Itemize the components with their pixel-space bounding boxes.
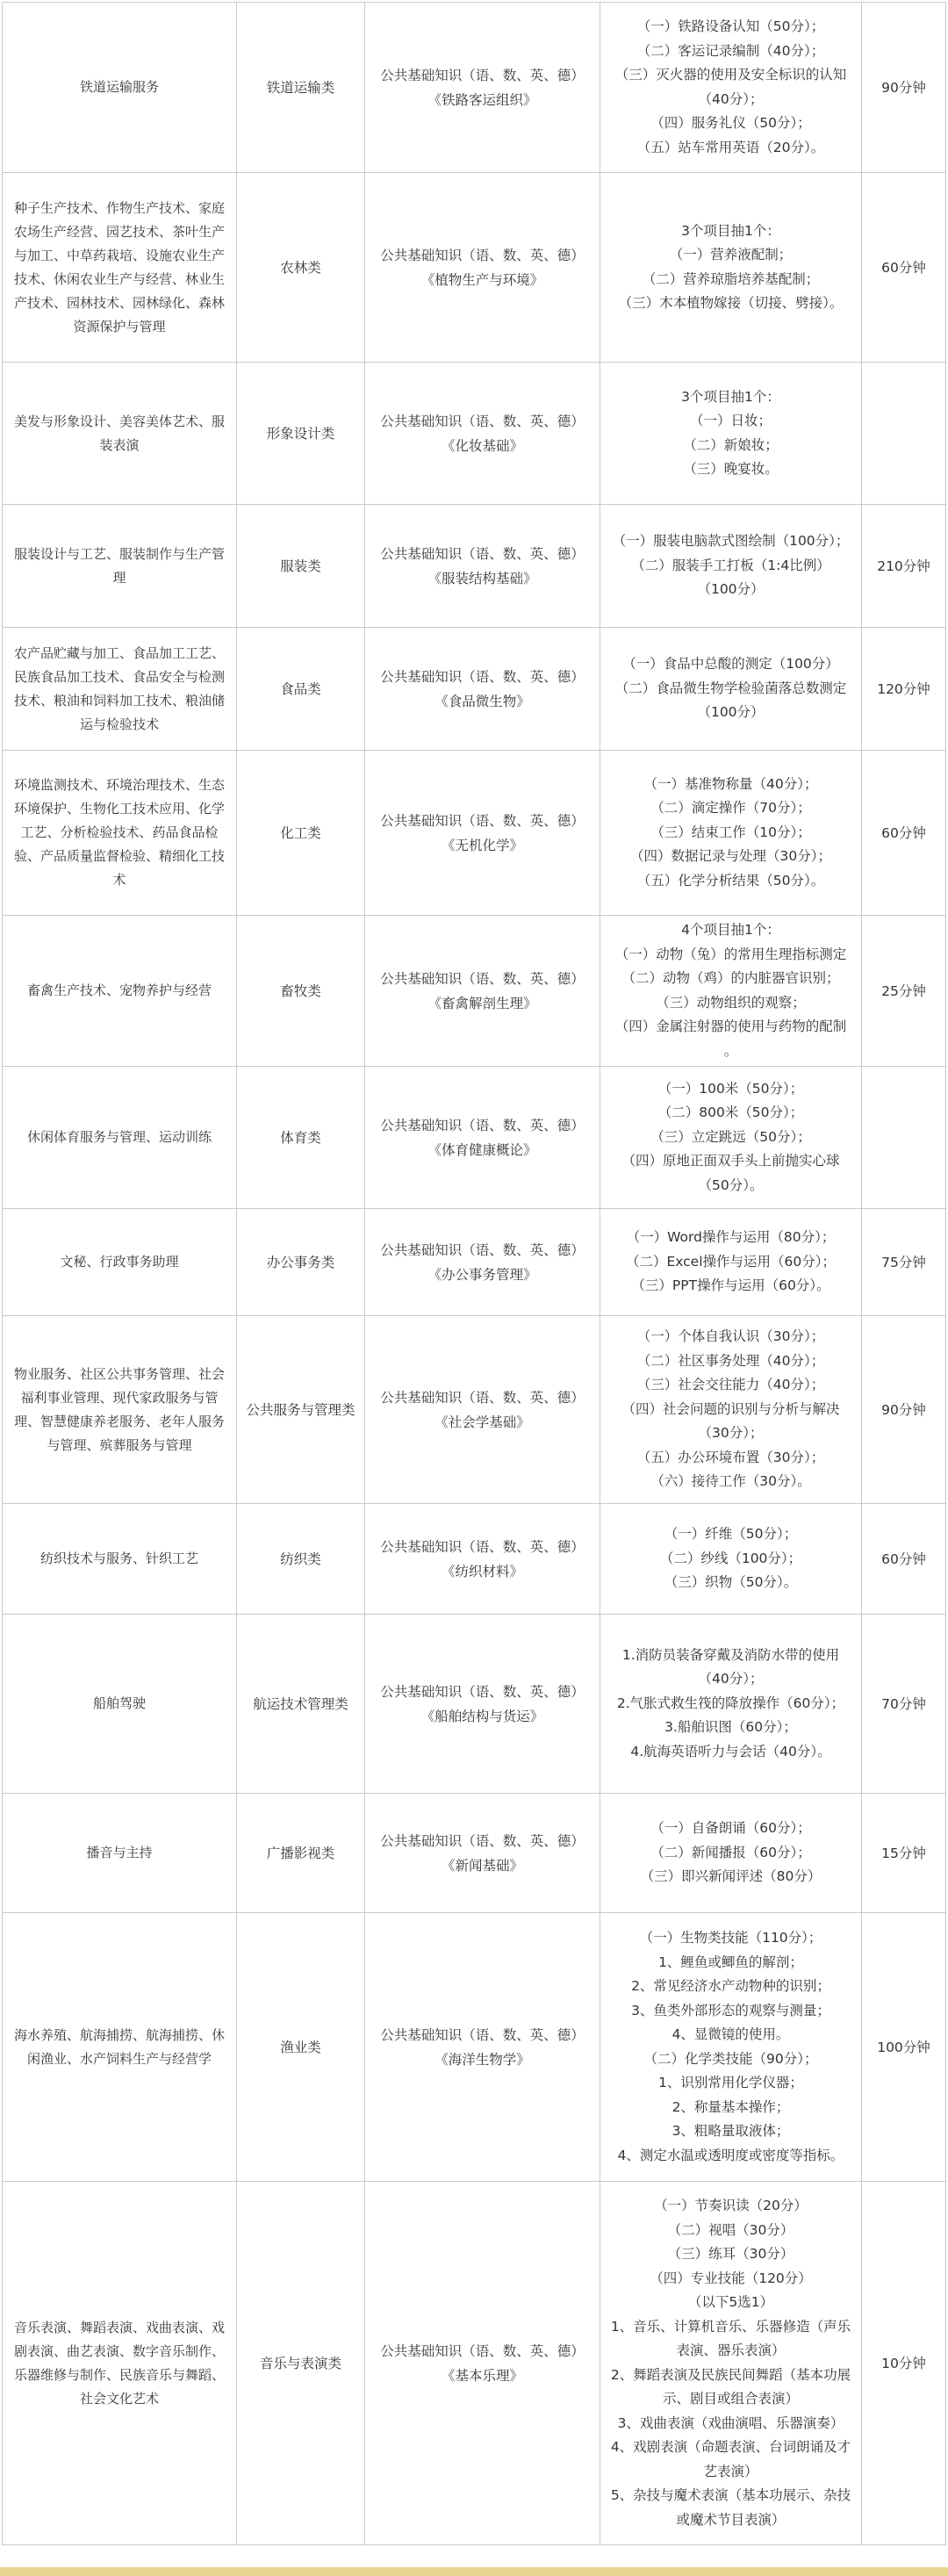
category-cell: 化工类 bbox=[237, 751, 365, 916]
skills-cell: （一）自备朗诵（60分）； （二）新闻播报（60分）； （三）即兴新闻评述（80分） bbox=[600, 1794, 862, 1913]
skills-cell: （一）Word操作与运用（80分）； （二）Excel操作与运用（60分）； （三）PPT操作与运用（60分）。 bbox=[600, 1209, 862, 1316]
duration-cell: 75分钟 bbox=[862, 1209, 946, 1316]
duration-cell: 90分钟 bbox=[862, 3, 946, 173]
duration-cell: 60分钟 bbox=[862, 751, 946, 916]
table-row bbox=[3, 3, 946, 173]
theory-cell: 公共基础知识（语、数、英、德） 《化妆基础》 bbox=[365, 363, 600, 505]
skills-cell: 3个项目抽1个： （一）日妆； （二）新娘妆； （三）晚宴妆。 bbox=[600, 363, 862, 505]
theory-cell: 公共基础知识（语、数、英、德） 《食品微生物》 bbox=[365, 628, 600, 751]
table-row bbox=[3, 505, 946, 628]
majors-cell: 船舶驾驶 bbox=[3, 1615, 237, 1794]
category-cell: 渔业类 bbox=[237, 1913, 365, 2182]
table-row bbox=[3, 1504, 946, 1615]
majors-cell: 铁道运输服务 bbox=[3, 3, 237, 173]
duration-cell bbox=[862, 363, 946, 505]
skills-cell: （一）服装电脑款式图绘制（100分）； （二）服装手工打板（1:4比例） （100分） bbox=[600, 505, 862, 628]
skills-cell: （一）纤维（50分）； （二）纱线（100分）； （三）织物（50分）。 bbox=[600, 1504, 862, 1615]
majors-cell: 纺织技术与服务、针织工艺 bbox=[3, 1504, 237, 1615]
skills-cell: 4个项目抽1个： （一）动物（兔）的常用生理指标测定 （二）动物（鸡）的内脏器官识别； （三）动物组织的观察； （四）金属注射器的使用与药物的配制 。 bbox=[600, 916, 862, 1067]
category-cell: 办公事务类 bbox=[237, 1209, 365, 1316]
theory-cell: 公共基础知识（语、数、英、德） 《体育健康概论》 bbox=[365, 1067, 600, 1209]
duration-cell: 70分钟 bbox=[862, 1615, 946, 1794]
category-cell: 食品类 bbox=[237, 628, 365, 751]
category-cell: 航运技术管理类 bbox=[237, 1615, 365, 1794]
theory-cell: 公共基础知识（语、数、英、德） 《无机化学》 bbox=[365, 751, 600, 916]
majors-cell: 美发与形象设计、美容美体艺术、服装表演 bbox=[3, 363, 237, 505]
majors-cell: 农产品贮藏与加工、食品加工工艺、民族食品加工技术、食品安全与检测技术、粮油和饲料加工技术、粮油储运与检验技术 bbox=[3, 628, 237, 751]
majors-cell: 物业服务、社区公共事务管理、社会福利事业管理、现代家政服务与管理、智慧健康养老服务、老年人服务与管理、殡葬服务与管理 bbox=[3, 1316, 237, 1504]
majors-cell: 休闲体育服务与管理、运动训练 bbox=[3, 1067, 237, 1209]
category-cell: 广播影视类 bbox=[237, 1794, 365, 1913]
theory-cell: 公共基础知识（语、数、英、德） 《畜禽解剖生理》 bbox=[365, 916, 600, 1067]
category-cell: 公共服务与管理类 bbox=[237, 1316, 365, 1504]
theory-cell: 公共基础知识（语、数、英、德） 《植物生产与环境》 bbox=[365, 173, 600, 363]
theory-cell: 公共基础知识（语、数、英、德） 《纺织材料》 bbox=[365, 1504, 600, 1615]
majors-cell: 种子生产技术、作物生产技术、家庭农场生产经营、园艺技术、茶叶生产与加工、中草药栽培、设施农业生产技术、休闲农业生产与经营、林业生产技术、园林技术、园林绿化、森林资源保护与管理 bbox=[3, 173, 237, 363]
theory-cell: 公共基础知识（语、数、英、德） 《新闻基础》 bbox=[365, 1794, 600, 1913]
majors-cell: 环境监测技术、环境治理技术、生态环境保护、生物化工技术应用、化学工艺、分析检验技术、药品食品检验、产品质量监督检验、精细化工技术 bbox=[3, 751, 237, 916]
skills-cell: （一）100米（50分）； （二）800米（50分）； （三）立定跳远（50分）； （四）原地正面双手头上前抛实心球 （50分）。 bbox=[600, 1067, 862, 1209]
duration-cell: 100分钟 bbox=[862, 1913, 946, 2182]
table-row bbox=[3, 916, 946, 1067]
majors-cell: 畜禽生产技术、宠物养护与经营 bbox=[3, 916, 237, 1067]
majors-cell: 音乐表演、舞蹈表演、戏曲表演、戏剧表演、曲艺表演、数字音乐制作、乐器维修与制作、民族音乐与舞蹈、社会文化艺术 bbox=[3, 2182, 237, 2545]
skills-cell: （一）食品中总酸的测定（100分） （二）食品微生物学检验菌落总数测定 （100分） bbox=[600, 628, 862, 751]
table-row bbox=[3, 1316, 946, 1504]
theory-cell: 公共基础知识（语、数、英、德） 《服装结构基础》 bbox=[365, 505, 600, 628]
majors-cell: 播音与主持 bbox=[3, 1794, 237, 1913]
category-cell: 体育类 bbox=[237, 1067, 365, 1209]
theory-cell: 公共基础知识（语、数、英、德） 《社会学基础》 bbox=[365, 1316, 600, 1504]
table-row bbox=[3, 363, 946, 505]
table-row bbox=[3, 2182, 946, 2545]
skills-cell: （一）节奏识读（20分） （二）视唱（30分） （三）练耳（30分） （四）专业技能（120分） （以下5选1） 1、音乐、计算机音乐、乐器修造（声乐表演、器乐表演） 2、舞蹈表演及民族民间舞蹈（基本功展示、剧目或组合表演） 3、戏曲表演（戏曲演唱、乐器演奏） 4、戏剧表演（命题表演、台词朗诵及才艺表演） 5、杂技与魔术表演（基本功展示、杂技或魔术节目表演） bbox=[600, 2182, 862, 2545]
theory-cell: 公共基础知识（语、数、英、德） 《船舶结构与货运》 bbox=[365, 1615, 600, 1794]
duration-cell: 25分钟 bbox=[862, 916, 946, 1067]
majors-cell: 文秘、行政事务助理 bbox=[3, 1209, 237, 1316]
duration-cell: 60分钟 bbox=[862, 173, 946, 363]
theory-cell: 公共基础知识（语、数、英、德） 《基本乐理》 bbox=[365, 2182, 600, 2545]
category-cell: 服装类 bbox=[237, 505, 365, 628]
skills-cell: 1.消防员装备穿戴及消防水带的使用 （40分）； 2.气胀式救生筏的降放操作（60分）； 3.船舶识图（60分）； 4.航海英语听力与会话（40分）。 bbox=[600, 1615, 862, 1794]
duration-cell: 60分钟 bbox=[862, 1504, 946, 1615]
skills-cell: （一）个体自我认识（30分）； （二）社区事务处理（40分）； （三）社会交往能力（40分）； （四）社会问题的识别与分析与解决 （30分）； （五）办公环境布置（30分）； （六）接待工作（30分）。 bbox=[600, 1316, 862, 1504]
table-row bbox=[3, 1794, 946, 1913]
skills-cell: （一）铁路设备认知（50分）； （二）客运记录编制（40分）； （三）灭火器的使用及安全标识的认知 （40分）； （四）服务礼仪（50分）； （五）站车常用英语（20分）。 bbox=[600, 3, 862, 173]
category-cell: 音乐与表演类 bbox=[237, 2182, 365, 2545]
skills-cell: 3个项目抽1个： （一）营养液配制； （二）营养琼脂培养基配制； （三）木本植物嫁接（切接、劈接）。 bbox=[600, 173, 862, 363]
duration-cell: 10分钟 bbox=[862, 2182, 946, 2545]
table-row bbox=[3, 173, 946, 363]
category-cell: 纺织类 bbox=[237, 1504, 365, 1615]
table-row bbox=[3, 751, 946, 916]
duration-cell: 15分钟 bbox=[862, 1794, 946, 1913]
duration-cell bbox=[862, 1067, 946, 1209]
table-row bbox=[3, 628, 946, 751]
table-row bbox=[3, 1615, 946, 1794]
duration-cell: 210分钟 bbox=[862, 505, 946, 628]
bottom-decorative-strip bbox=[0, 2567, 948, 2576]
category-cell: 铁道运输类 bbox=[237, 3, 365, 173]
category-cell: 形象设计类 bbox=[237, 363, 365, 505]
theory-cell: 公共基础知识（语、数、英、德） 《办公事务管理》 bbox=[365, 1209, 600, 1316]
majors-cell: 海水养殖、航海捕捞、航海捕捞、休闲渔业、水产饲料生产与经营学 bbox=[3, 1913, 237, 2182]
table-row bbox=[3, 1913, 946, 2182]
duration-cell: 90分钟 bbox=[862, 1316, 946, 1504]
table-row bbox=[3, 1067, 946, 1209]
category-cell: 农林类 bbox=[237, 173, 365, 363]
category-cell: 畜牧类 bbox=[237, 916, 365, 1067]
exam-subject-table bbox=[2, 2, 946, 2545]
table-row bbox=[3, 1209, 946, 1316]
skills-cell: （一）生物类技能（110分）； 1、鲤鱼或鲫鱼的解剖； 2、常见经济水产动物种的识别； 3、鱼类外部形态的观察与测量； 4、显微镜的使用。 （二）化学类技能（90分）； 1、识别常用化学仪器； 2、称量基本操作； 3、粗略量取液体； 4、测定水温或透明度或密度等指标。 bbox=[600, 1913, 862, 2182]
duration-cell: 120分钟 bbox=[862, 628, 946, 751]
theory-cell: 公共基础知识（语、数、英、德） 《海洋生物学》 bbox=[365, 1913, 600, 2182]
majors-cell: 服装设计与工艺、服装制作与生产管理 bbox=[3, 505, 237, 628]
theory-cell: 公共基础知识（语、数、英、德） 《铁路客运组织》 bbox=[365, 3, 600, 173]
skills-cell: （一）基准物称量（40分）； （二）滴定操作（70分）； （三）结束工作（10分）； （四）数据记录与处理（30分）； （五）化学分析结果（50分）。 bbox=[600, 751, 862, 916]
